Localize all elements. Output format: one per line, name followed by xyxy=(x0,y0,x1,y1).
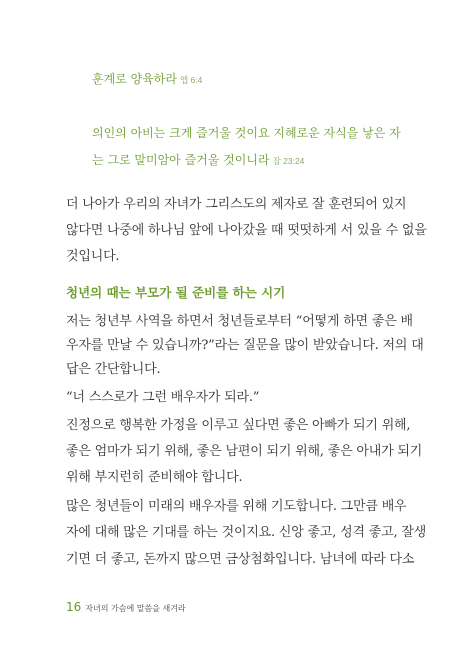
paragraph-1-line: 더 나아가 우리의 자녀가 그리스도의 제자로 잘 훈련되어 있지 xyxy=(66,197,407,212)
quote-1 xyxy=(92,70,202,87)
paragraph-2-line: 우자를 만날 수 있습니까?”라는 질문을 많이 받았습니다. 저의 대 xyxy=(66,338,424,353)
paragraph-2-line: 위해 부지런히 준비해야 합니다. xyxy=(66,470,243,485)
paragraph-2-line: 진정으로 행복한 가정을 이루고 싶다면 좋은 아빠가 되기 위해, xyxy=(66,418,411,433)
quote-2-line-1: 의인의 아비는 크게 즐거울 것이요 지혜로운 자식을 낳은 자 xyxy=(92,126,401,140)
quote-1-text: 훈계로 양육하라 xyxy=(92,72,177,86)
quote-2-ref: 잠 23:24 xyxy=(272,156,305,166)
paragraph-2-line: 좋은 엄마가 되기 위해, 좋은 남편이 되기 위해, 좋은 아내가 되기 xyxy=(66,444,423,459)
paragraph-2-line: 기면 더 좋고, 돈까지 많으면 금상첨화입니다. 남녀에 따라 다소 xyxy=(66,552,415,567)
page-footer xyxy=(66,596,186,615)
paragraph-1-line: 않다면 나중에 하나님 앞에 나아갔을 때 떳떳하게 서 있을 수 없을 xyxy=(66,223,427,238)
running-title: 자녀의 가슴에 말씀을 새겨라 xyxy=(85,604,186,613)
quote-2-line-2: 는 그로 말미암아 즐거울 것이니라 잠 23:24 xyxy=(92,153,305,167)
quote-1-ref: 엡 6:4 xyxy=(179,75,203,85)
paragraph-2-line: “너 스스로가 그런 배우자가 되라.” xyxy=(66,390,260,405)
paragraph-2-line: 답은 간단합니다. xyxy=(66,362,161,377)
paragraph-2-line: 많은 청년들이 미래의 배우자를 위해 기도합니다. 그만큼 배우 xyxy=(66,499,407,514)
paragraph-2-line: 저는 청년부 사역을 하면서 청년들로부터 “어떻게 하면 좋은 배 xyxy=(66,314,413,329)
paragraph-1-line: 것입니다. xyxy=(66,249,120,264)
section-heading: 청년의 때는 부모가 될 준비를 하는 시기 xyxy=(66,285,286,300)
paragraph-2-line: 자에 대해 많은 기대를 하는 것이지요. 신앙 좋고, 성격 좋고, 잘생 xyxy=(66,525,427,540)
page-number: 16 xyxy=(66,600,82,614)
